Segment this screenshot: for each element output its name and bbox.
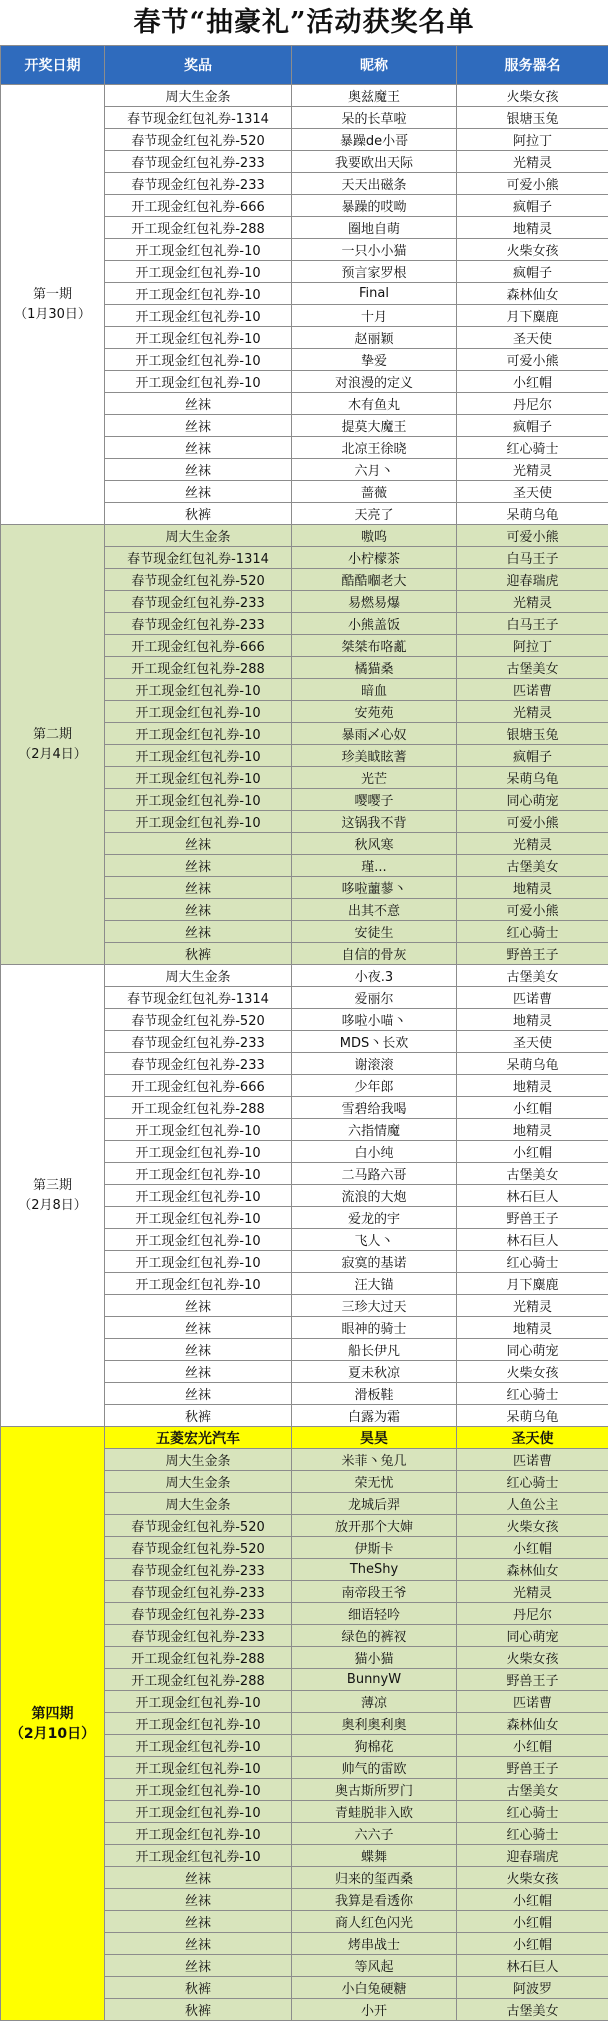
prize-cell: 周大生金条 [105, 965, 292, 987]
prize-cell: 春节现金红包礼券-233 [105, 1559, 292, 1581]
nickname-cell: 天亮了 [292, 503, 457, 525]
server-cell: 野兽王子 [457, 1757, 608, 1779]
prize-cell: 开工现金红包礼券-10 [105, 327, 292, 349]
server-cell: 呆萌乌龟 [457, 1053, 608, 1075]
prize-cell: 春节现金红包礼券-520 [105, 569, 292, 591]
prize-cell: 春节现金红包礼券-233 [105, 591, 292, 613]
server-cell: 圣天使 [457, 1031, 608, 1053]
prize-cell: 春节现金红包礼券-1314 [105, 987, 292, 1009]
server-cell: 呆萌乌龟 [457, 503, 608, 525]
prize-cell: 开工现金红包礼券-666 [105, 195, 292, 217]
prize-cell: 开工现金红包礼券-10 [105, 349, 292, 371]
nickname-cell: 眼神的骑士 [292, 1317, 457, 1339]
prize-cell: 开工现金红包礼券-10 [105, 701, 292, 723]
prize-cell: 秋裤 [105, 503, 292, 525]
nickname-cell: 易燃易爆 [292, 591, 457, 613]
server-cell: 圣天使 [457, 1427, 608, 1449]
nickname-cell: 秋风寒 [292, 833, 457, 855]
prize-cell: 周大生金条 [105, 1471, 292, 1493]
nickname-cell: 挚爱 [292, 349, 457, 371]
nickname-cell: 少年郎 [292, 1075, 457, 1097]
prize-cell: 丝袜 [105, 1295, 292, 1317]
prize-cell: 开工现金红包礼券-288 [105, 217, 292, 239]
nickname-cell: 滑板鞋 [292, 1383, 457, 1405]
prize-cell: 丝袜 [105, 393, 292, 415]
nickname-cell: 出其不意 [292, 899, 457, 921]
server-cell: 火柴女孩 [457, 85, 608, 107]
nickname-cell: 寂寞的基诺 [292, 1251, 457, 1273]
nickname-cell: 荣无忧 [292, 1471, 457, 1493]
nickname-cell: 夏未秋凉 [292, 1361, 457, 1383]
server-cell: 地精灵 [457, 1009, 608, 1031]
nickname-cell: 雪碧给我喝 [292, 1097, 457, 1119]
nickname-cell: 帅气的雷欧 [292, 1757, 457, 1779]
nickname-cell: 哆啦小喵丶 [292, 1009, 457, 1031]
nickname-cell: 爱丽尔 [292, 987, 457, 1009]
server-cell: 圣天使 [457, 481, 608, 503]
server-cell: 光精灵 [457, 701, 608, 723]
header-nickname: 昵称 [292, 46, 457, 85]
header-row [1, 46, 608, 85]
nickname-cell: 狗棉花 [292, 1735, 457, 1757]
server-cell: 丹尼尔 [457, 393, 608, 415]
nickname-cell: 商人红色闪光 [292, 1911, 457, 1933]
nickname-cell: 谢滚滚 [292, 1053, 457, 1075]
server-cell: 小红帽 [457, 1911, 608, 1933]
server-cell: 红心骑士 [457, 1251, 608, 1273]
period-name: 第二期 [1, 725, 104, 745]
period-name: 第四期 [1, 1704, 104, 1724]
nickname-cell: MDS丶长欢 [292, 1031, 457, 1053]
period-cell [1, 85, 105, 525]
prize-cell: 开工现金红包礼券-288 [105, 657, 292, 679]
nickname-cell: 暗血 [292, 679, 457, 701]
prize-cell: 丝袜 [105, 415, 292, 437]
period-date: （1月30日） [1, 305, 104, 325]
period-date: （2月10日） [1, 1724, 104, 1744]
nickname-cell: 烤串战士 [292, 1933, 457, 1955]
prize-cell: 开工现金红包礼券-10 [105, 1801, 292, 1823]
prize-cell: 丝袜 [105, 1867, 292, 1889]
nickname-cell: 等风起 [292, 1955, 457, 1977]
award-table-body [1, 85, 608, 2021]
prize-cell: 春节现金红包礼券-233 [105, 613, 292, 635]
nickname-cell: 伊斯卡 [292, 1537, 457, 1559]
prize-cell: 开工现金红包礼券-288 [105, 1669, 292, 1691]
nickname-cell: 一只小小猫 [292, 239, 457, 261]
nickname-cell: 我要欧出天际 [292, 151, 457, 173]
server-cell: 火柴女孩 [457, 1361, 608, 1383]
prize-cell: 春节现金红包礼券-233 [105, 1581, 292, 1603]
server-cell: 森林仙女 [457, 1559, 608, 1581]
nickname-cell: 薄凉 [292, 1691, 457, 1713]
prize-cell: 丝袜 [105, 855, 292, 877]
prize-cell: 春节现金红包礼券-520 [105, 129, 292, 151]
server-cell: 古堡美女 [457, 965, 608, 987]
nickname-cell: 汪大锚 [292, 1273, 457, 1295]
server-cell: 野兽王子 [457, 1207, 608, 1229]
server-cell: 疯帽子 [457, 261, 608, 283]
server-cell: 地精灵 [457, 217, 608, 239]
nickname-cell: 小开 [292, 1999, 457, 2021]
server-cell: 同心萌宠 [457, 1339, 608, 1361]
server-cell: 呆萌乌龟 [457, 767, 608, 789]
table-row [1, 85, 608, 107]
prize-cell: 开工现金红包礼券-10 [105, 1779, 292, 1801]
server-cell: 红心骑士 [457, 1471, 608, 1493]
prize-cell: 开工现金红包礼券-10 [105, 1207, 292, 1229]
nickname-cell: 小柠檬茶 [292, 547, 457, 569]
server-cell: 光精灵 [457, 1295, 608, 1317]
nickname-cell: 北凉王徐晓 [292, 437, 457, 459]
server-cell: 丹尼尔 [457, 1603, 608, 1625]
server-cell: 银塘玉兔 [457, 723, 608, 745]
prize-cell: 开工现金红包礼券-10 [105, 1845, 292, 1867]
prize-cell: 周大生金条 [105, 85, 292, 107]
server-cell: 月下麋鹿 [457, 305, 608, 327]
nickname-cell: 酷酷嗰老大 [292, 569, 457, 591]
server-cell: 可爱小熊 [457, 899, 608, 921]
server-cell: 火柴女孩 [457, 1647, 608, 1669]
nickname-cell: 暴躁de小哥 [292, 129, 457, 151]
prize-cell: 春节现金红包礼券-233 [105, 151, 292, 173]
prize-cell: 丝袜 [105, 833, 292, 855]
prize-cell: 开工现金红包礼券-10 [105, 1229, 292, 1251]
server-cell: 地精灵 [457, 877, 608, 899]
nickname-cell: 南帝段王爷 [292, 1581, 457, 1603]
nickname-cell: 珍美眓眩蓍 [292, 745, 457, 767]
prize-cell: 开工现金红包礼券-10 [105, 1185, 292, 1207]
nickname-cell: 橘猫桑 [292, 657, 457, 679]
prize-cell: 春节现金红包礼券-520 [105, 1009, 292, 1031]
period-cell [1, 1427, 105, 2021]
server-cell: 红心骑士 [457, 1823, 608, 1845]
prize-cell: 春节现金红包礼券-233 [105, 1625, 292, 1647]
nickname-cell: 流浪的大炮 [292, 1185, 457, 1207]
server-cell: 林石巨人 [457, 1955, 608, 1977]
server-cell: 同心萌宠 [457, 789, 608, 811]
table-row [1, 965, 608, 987]
prize-cell: 丝袜 [105, 459, 292, 481]
server-cell: 地精灵 [457, 1317, 608, 1339]
prize-cell: 秋裤 [105, 1999, 292, 2021]
nickname-cell: 呆的长草啦 [292, 107, 457, 129]
header-server: 服务器名 [457, 46, 608, 85]
nickname-cell: 奥古斯所罗门 [292, 1779, 457, 1801]
nickname-cell: 提莫大魔王 [292, 415, 457, 437]
nickname-cell: 我算是看透你 [292, 1889, 457, 1911]
prize-cell: 丝袜 [105, 899, 292, 921]
nickname-cell: 安苑苑 [292, 701, 457, 723]
nickname-cell: 桀桀布咯薍 [292, 635, 457, 657]
prize-cell: 开工现金红包礼券-10 [105, 789, 292, 811]
prize-cell: 开工现金红包礼券-10 [105, 745, 292, 767]
server-cell: 可爱小熊 [457, 811, 608, 833]
nickname-cell: 白露为霜 [292, 1405, 457, 1427]
prize-cell: 丝袜 [105, 1361, 292, 1383]
prize-cell: 春节现金红包礼券-1314 [105, 547, 292, 569]
prize-cell: 秋裤 [105, 1405, 292, 1427]
prize-cell: 丝袜 [105, 921, 292, 943]
prize-cell: 开工现金红包礼券-10 [105, 261, 292, 283]
nickname-cell: TheShy [292, 1559, 457, 1581]
prize-cell: 春节现金红包礼券-233 [105, 1053, 292, 1075]
prize-cell: 春节现金红包礼券-1314 [105, 107, 292, 129]
prize-cell: 丝袜 [105, 1317, 292, 1339]
prize-cell: 开工现金红包礼券-10 [105, 1141, 292, 1163]
prize-cell: 五菱宏光汽车 [105, 1427, 292, 1449]
server-cell: 圣天使 [457, 327, 608, 349]
prize-cell: 开工现金红包礼券-10 [105, 723, 292, 745]
server-cell: 地精灵 [457, 1119, 608, 1141]
server-cell: 呆萌乌龟 [457, 1405, 608, 1427]
prize-cell: 开工现金红包礼券-10 [105, 1273, 292, 1295]
prize-cell: 丝袜 [105, 1955, 292, 1977]
nickname-cell: 绿色的裤衩 [292, 1625, 457, 1647]
prize-cell: 春节现金红包礼券-520 [105, 1515, 292, 1537]
server-cell: 古堡美女 [457, 1163, 608, 1185]
nickname-cell: 嘤嘤子 [292, 789, 457, 811]
prize-cell: 开工现金红包礼券-10 [105, 1713, 292, 1735]
prize-cell: 开工现金红包礼券-10 [105, 1757, 292, 1779]
server-cell: 匹诺曹 [457, 679, 608, 701]
server-cell: 匹诺曹 [457, 1449, 608, 1471]
prize-cell: 开工现金红包礼券-666 [105, 1075, 292, 1097]
nickname-cell: 光芒 [292, 767, 457, 789]
nickname-cell: 飞人丶 [292, 1229, 457, 1251]
prize-cell: 丝袜 [105, 1933, 292, 1955]
header-date: 开奖日期 [1, 46, 105, 85]
nickname-cell: 木有鱼丸 [292, 393, 457, 415]
nickname-cell: 白小纯 [292, 1141, 457, 1163]
prize-cell: 开工现金红包礼券-10 [105, 305, 292, 327]
table-row [1, 525, 608, 547]
nickname-cell: 圈地自萌 [292, 217, 457, 239]
server-cell: 火柴女孩 [457, 1515, 608, 1537]
server-cell: 疯帽子 [457, 195, 608, 217]
prize-cell: 开工现金红包礼券-288 [105, 1097, 292, 1119]
nickname-cell: 十月 [292, 305, 457, 327]
nickname-cell: 蔷薇 [292, 481, 457, 503]
nickname-cell: BunnyW [292, 1669, 457, 1691]
server-cell: 疯帽子 [457, 745, 608, 767]
prize-cell: 开工现金红包礼券-10 [105, 371, 292, 393]
server-cell: 阿拉丁 [457, 635, 608, 657]
server-cell: 匹诺曹 [457, 1691, 608, 1713]
prize-cell: 秋裤 [105, 1977, 292, 1999]
nickname-cell: 这锅我不背 [292, 811, 457, 833]
period-cell [1, 525, 105, 965]
nickname-cell: 自信的骨灰 [292, 943, 457, 965]
prize-cell: 丝袜 [105, 1911, 292, 1933]
nickname-cell: Final [292, 283, 457, 305]
prize-cell: 开工现金红包礼券-10 [105, 1119, 292, 1141]
nickname-cell: 龙城后羿 [292, 1493, 457, 1515]
server-cell: 光精灵 [457, 833, 608, 855]
server-cell: 迎春瑞虎 [457, 1845, 608, 1867]
server-cell: 红心骑士 [457, 921, 608, 943]
nickname-cell: 船长伊凡 [292, 1339, 457, 1361]
prize-cell: 开工现金红包礼券-666 [105, 635, 292, 657]
server-cell: 白马王子 [457, 547, 608, 569]
server-cell: 小红帽 [457, 1933, 608, 1955]
nickname-cell: 昊昊 [292, 1427, 457, 1449]
special-prize-row [1, 1427, 608, 1449]
prize-cell: 开工现金红包礼券-10 [105, 283, 292, 305]
prize-cell: 春节现金红包礼券-233 [105, 1031, 292, 1053]
server-cell: 可爱小熊 [457, 349, 608, 371]
prize-cell: 开工现金红包礼券-10 [105, 1735, 292, 1757]
prize-cell: 丝袜 [105, 877, 292, 899]
prize-cell: 开工现金红包礼券-10 [105, 1823, 292, 1845]
server-cell: 野兽王子 [457, 1669, 608, 1691]
server-cell: 古堡美女 [457, 1999, 608, 2021]
nickname-cell: 米菲丶兔几 [292, 1449, 457, 1471]
server-cell: 银塘玉兔 [457, 107, 608, 129]
server-cell: 野兽王子 [457, 943, 608, 965]
prize-cell: 丝袜 [105, 1383, 292, 1405]
nickname-cell: 小夜.3 [292, 965, 457, 987]
server-cell: 迎春瑞虎 [457, 569, 608, 591]
nickname-cell: 放开那个大婶 [292, 1515, 457, 1537]
server-cell: 小红帽 [457, 1097, 608, 1119]
server-cell: 光精灵 [457, 591, 608, 613]
server-cell: 匹诺曹 [457, 987, 608, 1009]
server-cell: 疯帽子 [457, 415, 608, 437]
nickname-cell: 猫小猫 [292, 1647, 457, 1669]
nickname-cell: 六六子 [292, 1823, 457, 1845]
prize-cell: 开工现金红包礼券-288 [105, 1647, 292, 1669]
period-date: （2月4日） [1, 745, 104, 765]
nickname-cell: 奥兹魔王 [292, 85, 457, 107]
nickname-cell: 嗷呜 [292, 525, 457, 547]
server-cell: 红心骑士 [457, 437, 608, 459]
server-cell: 光精灵 [457, 151, 608, 173]
server-cell: 火柴女孩 [457, 239, 608, 261]
nickname-cell: 二马路六哥 [292, 1163, 457, 1185]
prize-cell: 开工现金红包礼券-10 [105, 1163, 292, 1185]
nickname-cell: 六月丶 [292, 459, 457, 481]
prize-cell: 丝袜 [105, 1339, 292, 1361]
prize-cell: 周大生金条 [105, 525, 292, 547]
prize-cell: 丝袜 [105, 1889, 292, 1911]
nickname-cell: 哆啦蘁蓼丶 [292, 877, 457, 899]
nickname-cell: 小熊盖饭 [292, 613, 457, 635]
prize-cell: 秋裤 [105, 943, 292, 965]
period-name: 第三期 [1, 1176, 104, 1196]
prize-cell: 周大生金条 [105, 1493, 292, 1515]
nickname-cell: 归来的玺西桑 [292, 1867, 457, 1889]
nickname-cell: 瑾... [292, 855, 457, 877]
header-prize: 奖品 [105, 46, 292, 85]
page-title: 春节“抽豪礼”活动获奖名单 [0, 0, 608, 45]
nickname-cell: 蝶舞 [292, 1845, 457, 1867]
server-cell: 古堡美女 [457, 1779, 608, 1801]
server-cell: 光精灵 [457, 459, 608, 481]
server-cell: 光精灵 [457, 1581, 608, 1603]
server-cell: 小红帽 [457, 1889, 608, 1911]
server-cell: 小红帽 [457, 1537, 608, 1559]
nickname-cell: 奥利奥利奥 [292, 1713, 457, 1735]
nickname-cell: 爱龙的宇 [292, 1207, 457, 1229]
server-cell: 森林仙女 [457, 283, 608, 305]
prize-cell: 周大生金条 [105, 1449, 292, 1471]
prize-cell: 开工现金红包礼券-10 [105, 811, 292, 833]
server-cell: 同心萌宠 [457, 1625, 608, 1647]
server-cell: 火柴女孩 [457, 1867, 608, 1889]
prize-cell: 春节现金红包礼券-233 [105, 1603, 292, 1625]
server-cell: 小红帽 [457, 1141, 608, 1163]
server-cell: 阿拉丁 [457, 129, 608, 151]
server-cell: 阿波罗 [457, 1977, 608, 1999]
nickname-cell: 暴躁的哎呦 [292, 195, 457, 217]
nickname-cell: 赵丽颖 [292, 327, 457, 349]
period-name: 第一期 [1, 285, 104, 305]
server-cell: 地精灵 [457, 1075, 608, 1097]
nickname-cell: 六指情魔 [292, 1119, 457, 1141]
nickname-cell: 天天出磁条 [292, 173, 457, 195]
prize-cell: 开工现金红包礼券-10 [105, 1691, 292, 1713]
server-cell: 小红帽 [457, 1735, 608, 1757]
server-cell: 林石巨人 [457, 1185, 608, 1207]
award-table [0, 45, 608, 2021]
nickname-cell: 青蛙脱非入欧 [292, 1801, 457, 1823]
server-cell: 白马王子 [457, 613, 608, 635]
prize-cell: 丝袜 [105, 481, 292, 503]
period-date: （2月8日） [1, 1196, 104, 1216]
prize-cell: 开工现金红包礼券-10 [105, 679, 292, 701]
prize-cell: 春节现金红包礼券-233 [105, 173, 292, 195]
server-cell: 月下麋鹿 [457, 1273, 608, 1295]
nickname-cell: 三珍大过天 [292, 1295, 457, 1317]
nickname-cell: 暴雨乄心奴 [292, 723, 457, 745]
prize-cell: 开工现金红包礼券-10 [105, 239, 292, 261]
server-cell: 人鱼公主 [457, 1493, 608, 1515]
nickname-cell: 安徒生 [292, 921, 457, 943]
nickname-cell: 小白兔硬糖 [292, 1977, 457, 1999]
server-cell: 小红帽 [457, 371, 608, 393]
server-cell: 古堡美女 [457, 657, 608, 679]
nickname-cell: 对浪漫的定义 [292, 371, 457, 393]
server-cell: 可爱小熊 [457, 525, 608, 547]
server-cell: 红心骑士 [457, 1383, 608, 1405]
prize-cell: 开工现金红包礼券-10 [105, 1251, 292, 1273]
prize-cell: 春节现金红包礼券-520 [105, 1537, 292, 1559]
nickname-cell: 细语轻吟 [292, 1603, 457, 1625]
server-cell: 古堡美女 [457, 855, 608, 877]
server-cell: 可爱小熊 [457, 173, 608, 195]
prize-cell: 开工现金红包礼券-10 [105, 767, 292, 789]
server-cell: 森林仙女 [457, 1713, 608, 1735]
server-cell: 红心骑士 [457, 1801, 608, 1823]
period-cell [1, 965, 105, 1427]
nickname-cell: 预言家罗根 [292, 261, 457, 283]
prize-cell: 丝袜 [105, 437, 292, 459]
server-cell: 林石巨人 [457, 1229, 608, 1251]
